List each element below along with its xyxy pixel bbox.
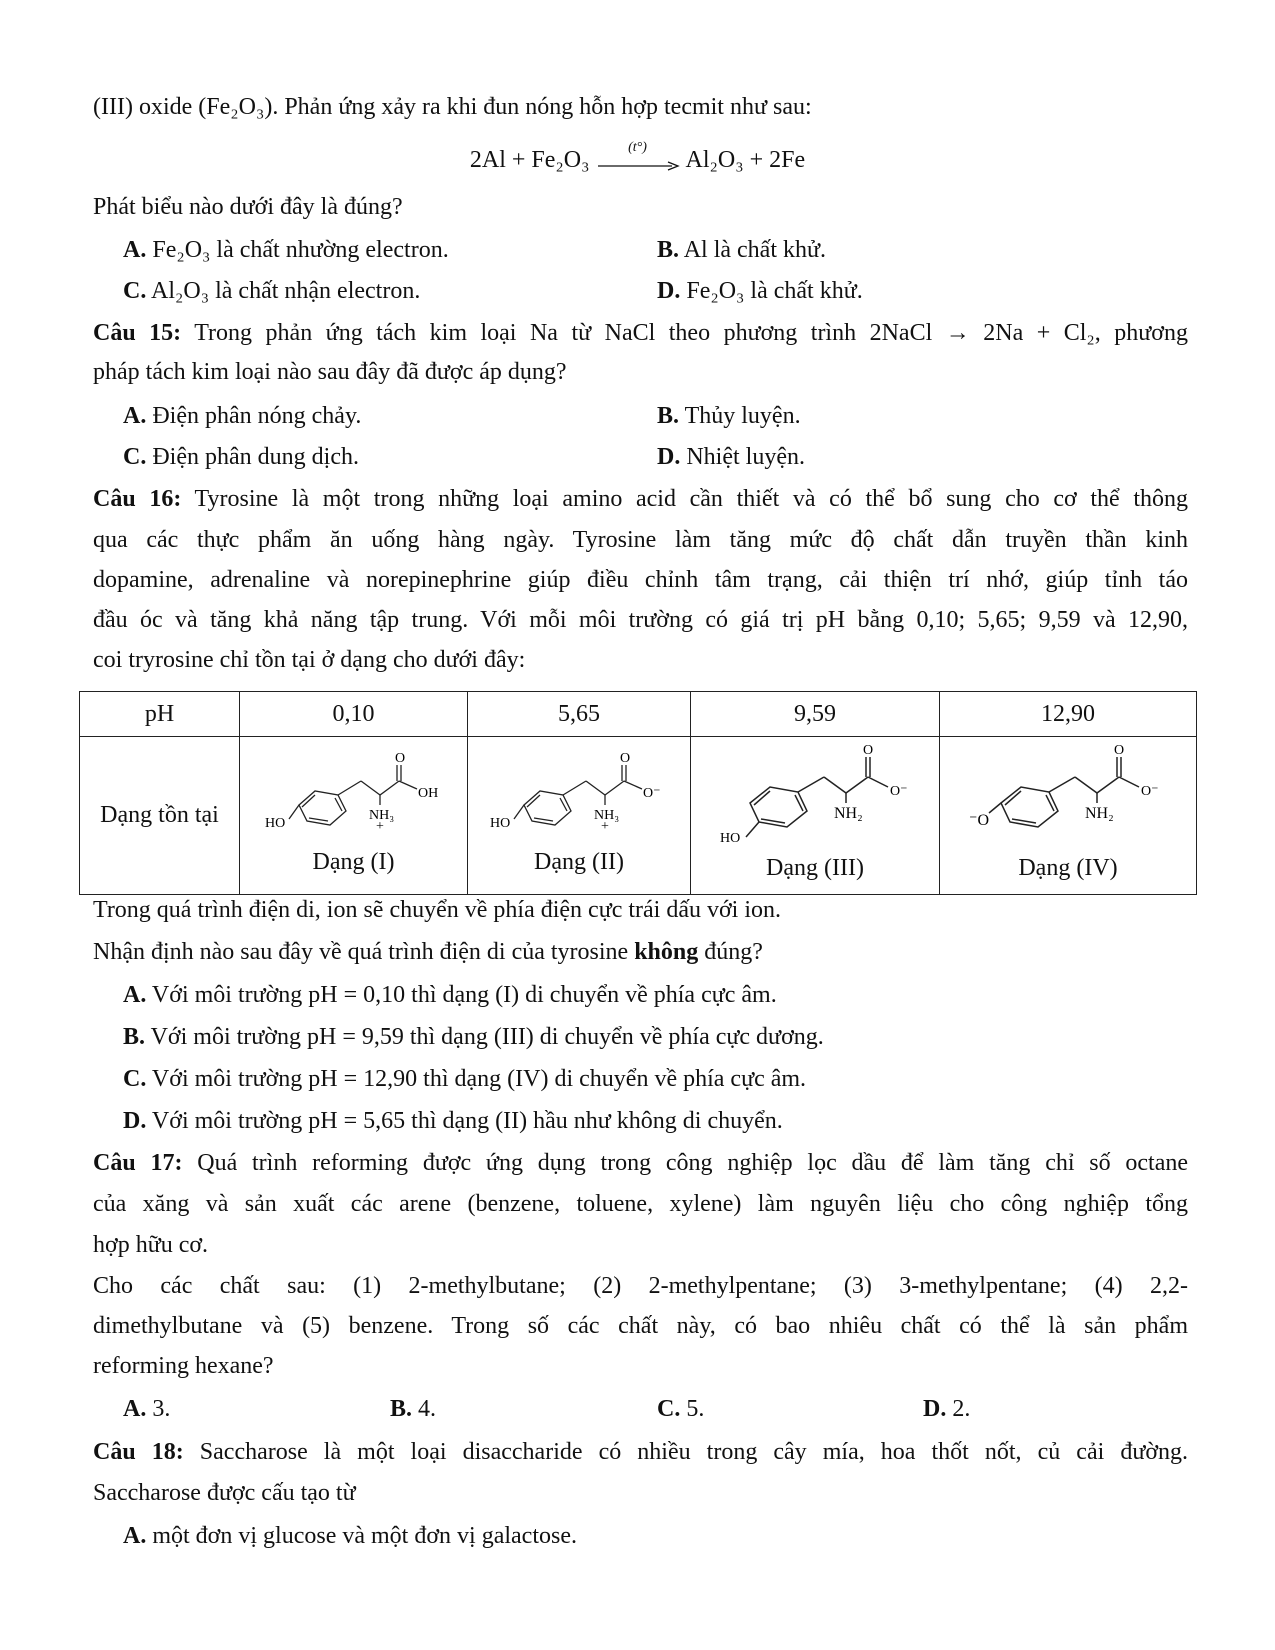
q16-after-2-bold: không xyxy=(634,939,699,965)
q16-after-1: Trong quá trình điện di, ion sẽ chuyển về phía điện cực trái dấu với ion. xyxy=(93,897,782,923)
option-text: một đơn vị glucose và một đơn vị galactose. xyxy=(152,1523,577,1549)
q18-line-2: Saccharose được cấu tạo từ xyxy=(93,1480,356,1506)
form-label: Dạng (III) xyxy=(766,855,864,881)
ho-label: HO xyxy=(490,816,511,831)
question-label: Câu 17: xyxy=(93,1150,183,1176)
intro-line: (III) oxide (Fe₂O₃). Phản ứng xảy ra khi đun nóng hỗn hợp tecmit như sau: xyxy=(93,94,812,120)
option-text: 2. xyxy=(952,1396,971,1422)
q15-text: Trong phản ứng tách kim loại Na từ NaCl theo phương trình 2NaCl → 2Na + Cl₂, phương xyxy=(194,320,1188,346)
q16-line-3: dopamine, adrenaline và norepinephrine giúp điều chỉnh tâm trạng, cải thiện trí nhớ, giúp tỉnh táo xyxy=(93,567,1188,593)
o-minus-label: O⁻ xyxy=(1141,784,1159,799)
header-cell: 0,10 xyxy=(240,692,468,737)
plus-label: + xyxy=(601,819,609,834)
minus-o-label: ⁻O xyxy=(969,812,989,829)
option-c[interactable] xyxy=(123,276,420,306)
option-text: Với môi trường pH = 5,65 thì dạng (II) hầu như không di chuyển. xyxy=(151,1108,783,1134)
option-text: Với môi trường pH = 9,59 thì dạng (III) di chuyển về phía cực dương. xyxy=(150,1024,824,1050)
form-cell xyxy=(468,737,691,895)
question-label: Câu 18: xyxy=(93,1439,184,1465)
option-c[interactable] xyxy=(123,1064,806,1094)
reaction-equation xyxy=(0,140,1275,180)
option-b[interactable] xyxy=(657,235,826,265)
option-letter: D. xyxy=(923,1396,947,1422)
tyrosine-forms-table xyxy=(79,691,1197,895)
q17-line-2: của xăng và sản xuất các arene (benzene, toluene, xylene) làm nguyên liệu cho công nghiệp tổng xyxy=(93,1191,1188,1217)
row-label-cell xyxy=(80,737,240,895)
option-d[interactable] xyxy=(123,1106,783,1136)
option-c[interactable] xyxy=(123,442,359,472)
option-b[interactable] xyxy=(123,1022,824,1052)
ho-label: HO xyxy=(720,831,741,845)
plus-label: + xyxy=(375,819,384,834)
q16-after-2-pre: Nhận định nào sau đây về quá trình điện di của tyrosine xyxy=(93,939,635,965)
option-d[interactable] xyxy=(657,442,805,472)
option-letter: A. xyxy=(123,1523,147,1549)
option-d[interactable] xyxy=(923,1394,970,1424)
q16-text: Tyrosine là một trong những loại amino acid cần thiết và có thể bổ sung cho cơ thể thông xyxy=(194,486,1188,512)
question-label: Câu 16: xyxy=(93,486,182,512)
tyrosine-form-4-structure xyxy=(953,741,1183,845)
option-letter: D. xyxy=(123,1108,147,1134)
nh2-label: NH₂ xyxy=(834,805,863,822)
option-text: Điện phân dung dịch. xyxy=(152,444,359,470)
q16-line-5: coi tryrosine chỉ tồn tại ở dạng cho dưới đây: xyxy=(93,647,526,673)
carbonyl-o-label: O xyxy=(394,751,405,766)
option-a[interactable] xyxy=(123,1394,170,1424)
option-letter: B. xyxy=(390,1396,413,1422)
option-text: 3. xyxy=(152,1396,171,1422)
option-letter: B. xyxy=(123,1024,146,1050)
tyrosine-form-2-structure xyxy=(474,741,684,845)
nh3-label: NH₃ xyxy=(594,808,620,823)
option-a[interactable] xyxy=(123,401,361,431)
option-b[interactable] xyxy=(657,401,801,431)
option-letter: C. xyxy=(123,1066,147,1092)
option-letter: B. xyxy=(657,237,680,263)
q16-line-4: đầu óc và tăng khả năng tập trung. Với mỗi môi trường có giá trị pH bằng 0,10; 5,65; 9,59 và 12,90, xyxy=(93,607,1188,633)
nh2-label: NH₂ xyxy=(1085,805,1114,822)
q16-after-2-post: đúng? xyxy=(698,939,763,965)
option-letter: D. xyxy=(657,444,681,470)
option-text: Nhiệt luyện. xyxy=(686,444,805,470)
option-letter: A. xyxy=(123,237,147,263)
option-text: Al₂O₃ là chất nhận electron. xyxy=(151,278,421,304)
option-letter: C. xyxy=(123,444,147,470)
q17-line-1 xyxy=(93,1148,1188,1178)
q17-line-5: dimethylbutane và (5) benzene. Trong số các chất này, có bao nhiêu chất có thể là sản phẩm xyxy=(93,1313,1188,1339)
q16-line-1 xyxy=(93,484,1188,514)
form-cell xyxy=(240,737,468,895)
carbonyl-o-label: O xyxy=(1114,743,1125,758)
option-letter: D. xyxy=(657,278,681,304)
option-letter: A. xyxy=(123,1396,147,1422)
option-text: Với môi trường pH = 12,90 thì dạng (IV) di chuyển về phía cực âm. xyxy=(151,1066,807,1092)
option-text: Fe₂O₃ là chất khử. xyxy=(686,278,863,304)
form-label: Dạng (II) xyxy=(534,849,624,875)
option-c[interactable] xyxy=(657,1394,704,1424)
option-text: Al là chất khử. xyxy=(683,237,827,263)
o-minus-label: O⁻ xyxy=(643,786,661,801)
q18-text: Saccharose là một loại disaccharide có nhiều trong cây mía, hoa thốt nốt, củ cải đường. xyxy=(199,1439,1189,1465)
option-letter: A. xyxy=(123,982,147,1008)
q17-line-6: reforming hexane? xyxy=(93,1353,274,1379)
equation-condition: (t°) xyxy=(628,140,647,155)
option-a[interactable] xyxy=(123,1521,577,1551)
q17-line-3: hợp hữu cơ. xyxy=(93,1232,209,1258)
form-cell xyxy=(940,737,1197,895)
q18-line-1 xyxy=(93,1437,1188,1467)
option-text: Thủy luyện. xyxy=(684,403,801,429)
question-prompt: Phát biểu nào dưới đây là đúng? xyxy=(93,194,403,220)
oh-label: OH xyxy=(417,786,438,801)
ho-label: HO xyxy=(264,816,285,831)
q16-line-2: qua các thực phẩm ăn uống hàng ngày. Tyrosine làm tăng mức độ chất dẫn truyền thần kinh xyxy=(93,527,1188,553)
option-letter: A. xyxy=(123,403,147,429)
equation-left: 2Al + Fe₂O₃ xyxy=(469,147,590,173)
reaction-arrow xyxy=(596,140,680,180)
option-text: 5. xyxy=(686,1396,705,1422)
option-a[interactable] xyxy=(123,980,777,1010)
option-text: Với môi trường pH = 0,10 thì dạng (I) di chuyển về phía cực âm. xyxy=(151,982,777,1008)
tyrosine-form-3-structure xyxy=(700,741,930,845)
equation-right: Al₂O₃ + 2Fe xyxy=(685,147,806,173)
o-minus-label: O⁻ xyxy=(890,784,908,799)
option-letter: C. xyxy=(123,278,147,304)
header-cell-ph: pH xyxy=(80,692,240,737)
carbonyl-o-label: O xyxy=(863,743,874,758)
q17-text: Quá trình reforming được ứng dụng trong công nghiệp lọc dầu để làm tăng chỉ số octane xyxy=(197,1150,1189,1176)
q15-line-2: pháp tách kim loại nào sau đây đã được áp dụng? xyxy=(93,359,567,385)
header-cell: 9,59 xyxy=(691,692,940,737)
q16-after-2 xyxy=(93,937,763,967)
option-text: Điện phân nóng chảy. xyxy=(152,403,362,429)
tyrosine-form-1-structure xyxy=(249,741,459,845)
option-letter: C. xyxy=(657,1396,681,1422)
q15-line-1 xyxy=(93,318,1188,348)
option-letter: B. xyxy=(657,403,680,429)
table-row xyxy=(80,737,1197,895)
arrow-icon xyxy=(596,161,680,171)
form-cell xyxy=(691,737,940,895)
option-d[interactable] xyxy=(657,276,863,306)
form-label: Dạng (I) xyxy=(312,849,395,875)
option-b[interactable] xyxy=(390,1394,436,1424)
header-cell: 5,65 xyxy=(468,692,691,737)
row-label: Dạng tồn tại xyxy=(100,802,219,828)
nh3-label: NH₃ xyxy=(368,808,394,823)
form-label: Dạng (IV) xyxy=(1018,855,1118,881)
carbonyl-o-label: O xyxy=(620,751,631,766)
table-header-row xyxy=(80,692,1197,737)
option-a[interactable] xyxy=(123,235,449,265)
header-cell: 12,90 xyxy=(940,692,1197,737)
q17-line-4: Cho các chất sau: (1) 2-methylbutane; (2) 2-methylpentane; (3) 3-methylpentane; (4) 2,2- xyxy=(93,1273,1188,1299)
question-label: Câu 15: xyxy=(93,320,182,346)
option-text: Fe₂O₃ là chất nhường electron. xyxy=(152,237,449,263)
option-text: 4. xyxy=(418,1396,437,1422)
